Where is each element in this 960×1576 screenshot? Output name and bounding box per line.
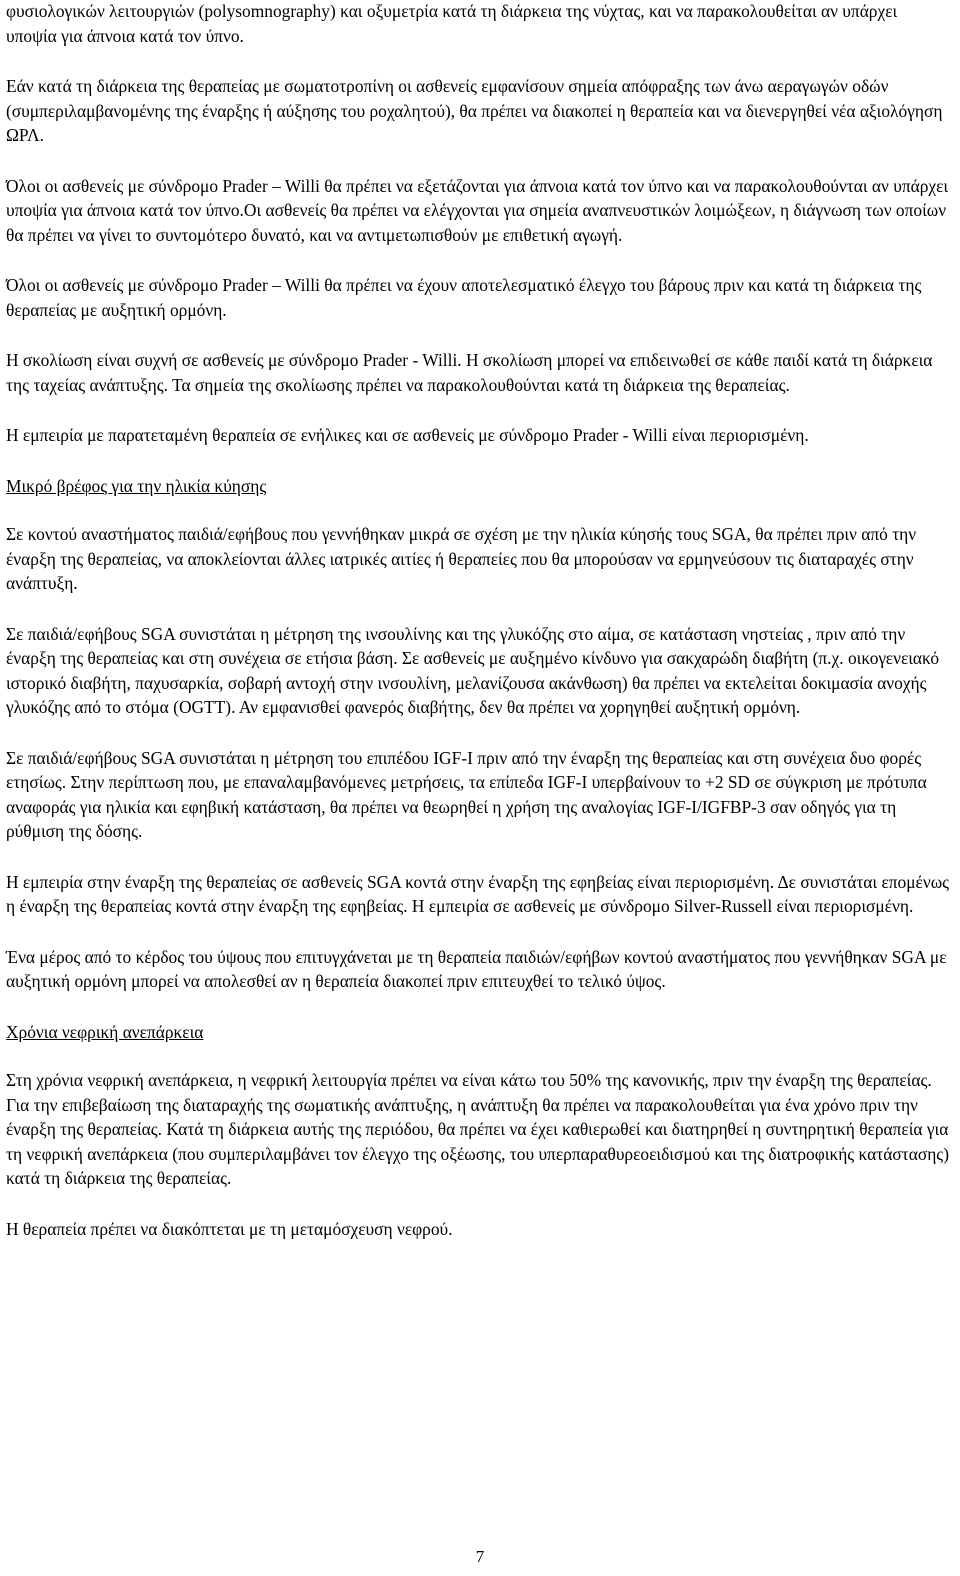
paragraph-scoliosis: Η σκολίωση είναι συχνή σε ασθενείς με σύνδρομο Prader - Willi. Η σκολίωση μπορεί να επιδεινωθεί σε κάθε παιδί κατά τη διάρκεια της ταχείας ανάπτυξης. Τα σημεία της σκολίωσης πρέπει να παρακολουθούνται κατά τη διάρκεια της θεραπείας. (6, 350, 933, 395)
paragraph-renal-function: Στη χρόνια νεφρική ανεπάρκεια, η νεφρική λειτουργία πρέπει να είναι κάτω του 50% της κανονικής, πριν την έναρξη της θεραπείας. Για την επιβεβαίωση της διαταραχής της σωματικής ανάπτυξης, η ανάπτυξη θα πρέπει να παρακολουθείται για ένα χρόνο πριν την έναρξη της θεραπείας. Κατά τη διάρκεια αυτής της περιόδου, θα πρέπει να έχει καθιερωθεί και διατηρηθεί η συντηρητική θεραπεία για τη νεφρική ανεπάρκεια (που συμπεριλαμβάνει τον έλεγχο της οξέωσης, του υπερπαραθυρεοειδισμού και της διατροφικής κατάστασης) κατά τη διάρκεια της θεραπείας. (6, 1070, 949, 1188)
paragraph-sleep-apnea-infections: Όλοι οι ασθενείς με σύνδρομο Prader – Willi θα πρέπει να εξετάζονται για άπνοια κατά τον ύπνο και να παρακολουθούνται αν υπάρχει υποψία για άπνοια κατά τον ύπνο.Οι ασθενείς θα πρέπει να ελέγχονται για σημεία αναπνευστικών λοιμώξεων, η διάγνωση των οποίων θα πρέπει να γίνει το συντομότερο δυνατό, και να αντιμετωπισθούν με επιθετική αγωγή. (6, 175, 949, 245)
paragraph-adult-experience: Η εμπειρία με παρατεταμένη θεραπεία σε ενήλικες και σε ασθενείς με σύνδρομο Prader - Willi είναι περιορισμένη. (6, 425, 809, 445)
paragraph-sga-igf: Σε παιδιά/εφήβους SGA συνιστάται η μέτρηση του επιπέδου IGF-I πριν από την έναρξη της θεραπείας και στη συνέχεια δυο φορές ετησίως. Στην περίπτωση που, με επαναλαμβανόμενες μετρήσεις, τα επίπεδα IGF-I υπερβαίνουν το +2 SD σε σύγκριση με πρότυπα αναφοράς για ηλικία και εφηβική κατάσταση, θα πρέπει να θεωρηθεί η χρήση της αναλογίας IGF-I/IGFBP-3 σαν οδηγός για τη ρύθμιση της δόσης. (6, 747, 927, 841)
section-heading-sga: Μικρό βρέφος για την ηλικία κύησης (6, 475, 267, 496)
paragraph-sga-puberty: Η εμπειρία στην έναρξη της θεραπείας σε ασθενείς SGA κοντά στην έναρξη της εφηβείας είναι περιορισμένη. Δε συνιστάται επομένως η έναρξη της θεραπείας κοντά στην έναρξη της εφηβείας. Η εμπειρία σε ασθενείς με σύνδρομο Silver-Russell είναι περιορισμένη. (6, 871, 950, 916)
page-number: 7 (475, 1547, 485, 1566)
document-page (6, 0, 952, 1267)
paragraph-sga-height-gain: Ένα μέρος από το κέρδος του ύψους που επιτυγχάνεται με τη θεραπεία παιδιών/εφήβων κοντού αναστήματος που γεννήθηκαν SGA με αυξητική ορμόνη μπορεί να απολεσθεί αν η θεραπεία διακοπεί πριν επιτευχθεί το τελικό ύψος. (6, 946, 947, 991)
paragraph-renal-transplant: Η θεραπεία πρέπει να διακόπτεται με τη μεταμόσχευση νεφρού. (6, 1218, 453, 1239)
paragraph-sga-exclusion: Σε κοντού αναστήματος παιδιά/εφήβους που γεννήθηκαν μικρά σε σχέση με την ηλικία κύησής τους SGA, θα πρέπει πριν από την έναρξη της θεραπείας, να αποκλείονται άλλες ιατρικές αιτίες ή θεραπείες που θα μπορούσαν να ερμηνεύσουν τις διαταραχές στην ανάπτυξη. (6, 524, 917, 593)
paragraph-weight-control: Όλοι οι ασθενείς με σύνδρομο Prader – Willi θα πρέπει να έχουν αποτελεσματικό έλεγχο του βάρους πριν και κατά τη διάρκεια της θεραπείας με αυξητική ορμόνη. (6, 275, 922, 320)
paragraph-airway-obstruction: Εάν κατά τη διάρκεια της θεραπείας με σωματοτροπίνη οι ασθενείς εμφανίσουν σημεία απόφραξης των άνω αεραγωγών οδών (συμπεριλαμβανομένης της έναρξης ή αύξησης του ροχαλητού), θα πρέπει να διακοπεί η θεραπεία και να διενεργηθεί νέα αξιολόγηση ΩΡΛ. (6, 76, 943, 145)
section-heading-renal: Χρόνια νεφρική ανεπάρκεια (6, 1021, 204, 1042)
paragraph-polysomnography: φυσιολογικών λειτουργιών (polysomnography) και οξυμετρία κατά τη διάρκεια της νύχτας, και να παρακολουθείται αν υπάρχει υποψία για άπνοια κατά τον ύπνο. (6, 1, 898, 46)
paragraph-sga-insulin-glucose: Σε παιδιά/εφήβους SGA συνιστάται η μέτρηση της ινσουλίνης και της γλυκόζης στο αίμα, σε κατάσταση νηστείας , πριν από την έναρξη της θεραπείας και στη συνέχεια σε ετήσια βάση. Σε ασθενείς με αυξημένο κίνδυνο για σακχαρώδη διαβήτη (π.χ. οικογενειακό ιστορικό διαβήτη, παχυσαρκία, σοβαρή αντοχή στην ινσουλίνη, μελανίζουσα ακάνθωση) θα πρέπει να εκτελείται δοκιμασία ανοχής γλυκόζης από το στόμα (OGTT). Αν εμφανισθεί φανερός διαβήτης, δεν θα πρέπει να χορηγηθεί αυξητική ορμόνη. (6, 623, 940, 717)
